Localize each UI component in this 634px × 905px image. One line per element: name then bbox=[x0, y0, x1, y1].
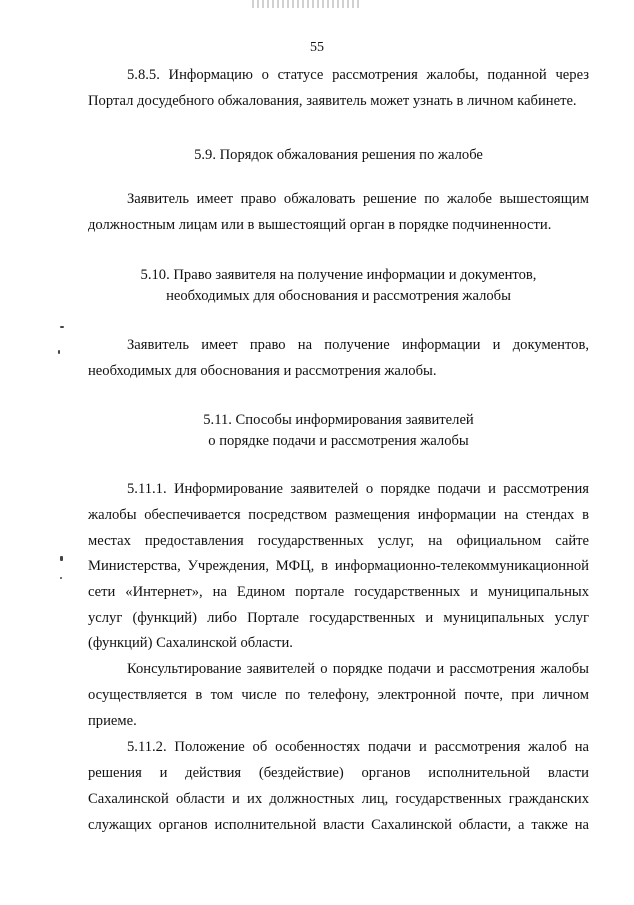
paragraph-line: служащих органов исполнительной власти Сахалинской области, а также на bbox=[88, 817, 589, 833]
section-heading: 5.9. Порядок обжалования решения по жалобе bbox=[194, 147, 483, 163]
paragraph-line: Портал досудебного обжалования, заявитель может узнать в личном кабинете. bbox=[88, 93, 577, 109]
paragraph-line: местах предоставления государственных услуг, на официальном сайте bbox=[88, 533, 589, 549]
paragraph-line: 5.11.2. Положение об особенностях подачи и рассмотрения жалоб на bbox=[127, 739, 589, 755]
paragraph-line: Министерства, Учреждения, МФЦ, в информационно-телекоммуникационной bbox=[88, 558, 589, 574]
scan-speck bbox=[60, 326, 64, 328]
scan-speck bbox=[60, 556, 63, 561]
section-heading: 5.11. Способы информирования заявителей bbox=[203, 412, 474, 428]
paragraph-line: сети «Интернет», на Едином портале государственных и муниципальных bbox=[88, 584, 589, 600]
paragraph-line: необходимых для обоснования и рассмотрения жалобы. bbox=[88, 363, 437, 379]
paragraph-line: решения и действия (бездействие) органов исполнительной власти bbox=[88, 765, 589, 781]
section-heading: необходимых для обоснования и рассмотрения жалобы bbox=[166, 288, 511, 304]
section-heading: 5.10. Право заявителя на получение информации и документов, bbox=[140, 267, 537, 283]
scan-speck bbox=[60, 577, 62, 579]
scan-speck bbox=[58, 350, 60, 354]
paragraph-line: должностным лицам или в вышестоящий орган в порядке подчиненности. bbox=[88, 217, 552, 233]
paragraph-line: Консультирование заявителей о порядке подачи и рассмотрения жалобы bbox=[127, 661, 589, 677]
scan-artifact bbox=[252, 0, 362, 8]
paragraph-line: приеме. bbox=[88, 713, 137, 729]
page-number: 55 bbox=[310, 40, 324, 55]
section-heading: о порядке подачи и рассмотрения жалобы bbox=[208, 433, 469, 449]
paragraph-line: (функций) Сахалинской области. bbox=[88, 635, 293, 651]
paragraph-line: Сахалинской области и их должностных лиц, государственных гражданских bbox=[88, 791, 589, 807]
paragraph-line: 5.11.1. Информирование заявителей о порядке подачи и рассмотрения bbox=[127, 481, 589, 497]
paragraph-line: осуществляется в том числе по телефону, электронной почте, при личном bbox=[88, 687, 589, 703]
paragraph-line: 5.8.5. Информацию о статусе рассмотрения жалобы, поданной через bbox=[127, 67, 589, 83]
paragraph-line: услуг (функций) либо Портале государственных и муниципальных услуг bbox=[88, 610, 589, 626]
paragraph-line: жалобы обеспечивается посредством размещения информации на стендах в bbox=[88, 507, 589, 523]
paragraph-line: Заявитель имеет право на получение информации и документов, bbox=[127, 337, 589, 353]
paragraph-line: Заявитель имеет право обжаловать решение по жалобе вышестоящим bbox=[127, 191, 589, 207]
